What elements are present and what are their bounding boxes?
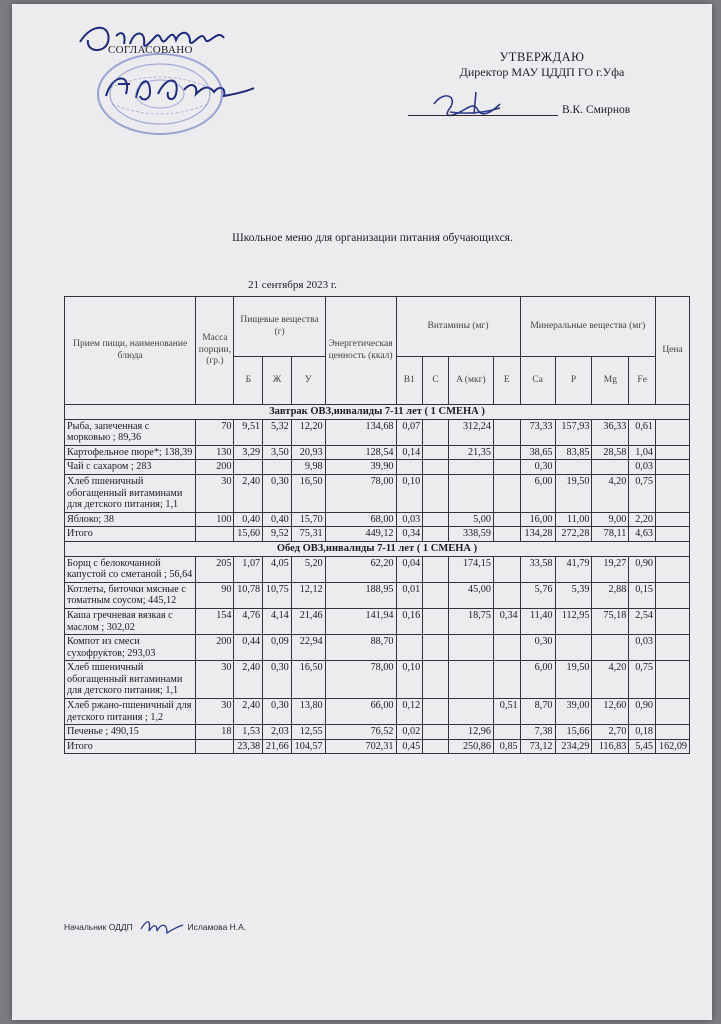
value-cell [656, 635, 690, 661]
value-cell [592, 460, 629, 475]
value-cell [656, 556, 690, 582]
section-title: Завтрак ОВЗ,инвалиды 7-11 лет ( 1 СМЕНА ) [65, 405, 690, 420]
table-row [65, 460, 690, 475]
value-cell: 10,75 [263, 582, 292, 608]
value-cell: 0,14 [396, 445, 423, 460]
value-cell [196, 527, 234, 542]
value-cell [493, 556, 520, 582]
value-cell: 312,24 [448, 419, 493, 445]
value-cell: 75,18 [592, 608, 629, 634]
value-cell: 9,00 [592, 512, 629, 527]
value-cell: 449,12 [325, 527, 396, 542]
footer [64, 922, 246, 932]
value-cell: 0,10 [396, 474, 423, 512]
dish-name-cell: Каша гречневая вязкая с маслом ; 302,02 [65, 608, 196, 634]
dish-name-cell: Чай с сахаром ; 283 [65, 460, 196, 475]
value-cell: 33,58 [520, 556, 555, 582]
value-cell: 0,30 [263, 474, 292, 512]
value-cell [423, 460, 449, 475]
value-cell: 12,20 [291, 419, 325, 445]
value-cell [493, 661, 520, 699]
value-cell: 0,30 [263, 661, 292, 699]
value-cell: 0,30 [520, 460, 555, 475]
dish-name-cell: Котлеты, биточки мясные с томатным соусом; 445,12 [65, 582, 196, 608]
value-cell: 3,29 [234, 445, 263, 460]
section-header-row [65, 541, 690, 556]
value-cell: 88,70 [325, 635, 396, 661]
table-row [65, 527, 690, 542]
value-cell: 30 [196, 699, 234, 725]
value-cell: 5,20 [291, 556, 325, 582]
value-cell: 141,94 [325, 608, 396, 634]
value-cell: 2,40 [234, 699, 263, 725]
value-cell: 130 [196, 445, 234, 460]
value-cell: 12,96 [448, 725, 493, 740]
value-cell: 162,09 [656, 739, 690, 754]
value-cell [493, 474, 520, 512]
value-cell: 62,20 [325, 556, 396, 582]
table-row [65, 445, 690, 460]
value-cell: 116,83 [592, 739, 629, 754]
value-cell: 16,50 [291, 661, 325, 699]
value-cell: 11,40 [520, 608, 555, 634]
value-cell [396, 635, 423, 661]
value-cell: 0,12 [396, 699, 423, 725]
value-cell: 0,34 [396, 527, 423, 542]
col-a: A (мкг) [448, 357, 493, 405]
value-cell: 22,94 [291, 635, 325, 661]
value-cell: 0,30 [263, 699, 292, 725]
value-cell: 11,00 [555, 512, 592, 527]
value-cell: 0,03 [629, 460, 656, 475]
director-name: В.К. Смирнов [562, 104, 631, 116]
table-row [65, 512, 690, 527]
value-cell: 154 [196, 608, 234, 634]
value-cell [423, 661, 449, 699]
col-mass: Масса порции, (гр.) [196, 297, 234, 405]
value-cell: 2,54 [629, 608, 656, 634]
value-cell: 200 [196, 635, 234, 661]
value-cell: 12,55 [291, 725, 325, 740]
table-row [65, 582, 690, 608]
value-cell: 4,14 [263, 608, 292, 634]
approved-label: УТВЕРЖДАЮ [499, 50, 585, 64]
value-cell [423, 608, 449, 634]
section-title: Обед ОВЗ,инвалиды 7-11 лет ( 1 СМЕНА ) [65, 541, 690, 556]
section-header-row [65, 405, 690, 420]
value-cell: 21,35 [448, 445, 493, 460]
value-cell: 272,28 [555, 527, 592, 542]
value-cell: 3,50 [263, 445, 292, 460]
dish-name-cell: Хлеб пшеничный обогащенный витаминами для детского питания; 1,1 [65, 474, 196, 512]
table-row [65, 635, 690, 661]
value-cell: 0,45 [396, 739, 423, 754]
value-cell: 21,66 [263, 739, 292, 754]
value-cell [423, 527, 449, 542]
dish-name-cell: Итого [65, 527, 196, 542]
value-cell [263, 460, 292, 475]
value-cell: 4,20 [592, 661, 629, 699]
value-cell [493, 725, 520, 740]
value-cell [423, 512, 449, 527]
value-cell: 0,18 [629, 725, 656, 740]
value-cell [656, 725, 690, 740]
dish-name-cell: Рыба, запеченная с морковью ; 89,36 [65, 419, 196, 445]
value-cell [555, 635, 592, 661]
value-cell: 18,75 [448, 608, 493, 634]
col-carbs: У [291, 357, 325, 405]
value-cell [448, 460, 493, 475]
table-row [65, 739, 690, 754]
value-cell [656, 699, 690, 725]
value-cell: 9,51 [234, 419, 263, 445]
value-cell: 128,54 [325, 445, 396, 460]
value-cell: 234,29 [555, 739, 592, 754]
col-e: E [493, 357, 520, 405]
table-row [65, 474, 690, 512]
value-cell: 75,31 [291, 527, 325, 542]
value-cell [423, 635, 449, 661]
value-cell: 0,85 [493, 739, 520, 754]
value-cell: 68,00 [325, 512, 396, 527]
value-cell: 5,32 [263, 419, 292, 445]
value-cell: 0,75 [629, 474, 656, 512]
value-cell: 9,52 [263, 527, 292, 542]
col-vitamins: Витамины (мг) [396, 297, 520, 357]
table-row [65, 661, 690, 699]
value-cell [656, 474, 690, 512]
header-row-main [65, 297, 690, 357]
value-cell [448, 699, 493, 725]
value-cell: 41,79 [555, 556, 592, 582]
col-b1: B1 [396, 357, 423, 405]
dish-name-cell: Хлеб ржано-пшеничный для детского питания ; 1,2 [65, 699, 196, 725]
dish-name-cell: Печенье ; 490,15 [65, 725, 196, 740]
table-row [65, 699, 690, 725]
value-cell: 10,78 [234, 582, 263, 608]
value-cell [423, 699, 449, 725]
value-cell: 4,63 [629, 527, 656, 542]
value-cell: 0,75 [629, 661, 656, 699]
value-cell: 78,00 [325, 661, 396, 699]
value-cell: 1,53 [234, 725, 263, 740]
value-cell: 78,11 [592, 527, 629, 542]
value-cell: 45,00 [448, 582, 493, 608]
value-cell [493, 635, 520, 661]
value-cell [656, 582, 690, 608]
col-fat: Ж [263, 357, 292, 405]
value-cell: 12,60 [592, 699, 629, 725]
value-cell [423, 556, 449, 582]
value-cell: 16,50 [291, 474, 325, 512]
value-cell: 30 [196, 474, 234, 512]
value-cell: 134,28 [520, 527, 555, 542]
col-fe: Fe [629, 357, 656, 405]
value-cell: 0,90 [629, 556, 656, 582]
menu-table-body [65, 405, 690, 754]
value-cell: 205 [196, 556, 234, 582]
value-cell: 2,03 [263, 725, 292, 740]
value-cell: 0,40 [263, 512, 292, 527]
value-cell [196, 739, 234, 754]
value-cell [448, 635, 493, 661]
value-cell: 134,68 [325, 419, 396, 445]
value-cell: 4,76 [234, 608, 263, 634]
value-cell: 5,76 [520, 582, 555, 608]
value-cell: 76,52 [325, 725, 396, 740]
value-cell: 0,04 [396, 556, 423, 582]
table-row [65, 556, 690, 582]
value-cell: 8,70 [520, 699, 555, 725]
value-cell [448, 474, 493, 512]
value-cell: 1,04 [629, 445, 656, 460]
value-cell [493, 582, 520, 608]
col-p: P [555, 357, 592, 405]
col-c: C [423, 357, 449, 405]
value-cell: 2,40 [234, 661, 263, 699]
value-cell: 338,59 [448, 527, 493, 542]
dish-name-cell: Компот из смеси сухофруктов; 293,03 [65, 635, 196, 661]
value-cell: 250,86 [448, 739, 493, 754]
value-cell: 0,15 [629, 582, 656, 608]
value-cell [423, 474, 449, 512]
value-cell: 0,01 [396, 582, 423, 608]
value-cell: 2,88 [592, 582, 629, 608]
value-cell: 9,98 [291, 460, 325, 475]
value-cell: 39,00 [555, 699, 592, 725]
col-nutrients: Пищевые вещества (г) [234, 297, 325, 357]
value-cell: 36,33 [592, 419, 629, 445]
value-cell: 83,85 [555, 445, 592, 460]
value-cell: 15,70 [291, 512, 325, 527]
document-date: 21 сентября 2023 г. [248, 279, 337, 291]
value-cell [423, 739, 449, 754]
value-cell: 100 [196, 512, 234, 527]
value-cell: 5,45 [629, 739, 656, 754]
footer-position: Начальник ОДДП [64, 922, 133, 932]
value-cell [493, 512, 520, 527]
value-cell: 0,07 [396, 419, 423, 445]
value-cell: 0,44 [234, 635, 263, 661]
value-cell [493, 460, 520, 475]
value-cell: 702,31 [325, 739, 396, 754]
value-cell: 66,00 [325, 699, 396, 725]
value-cell: 2,20 [629, 512, 656, 527]
value-cell: 15,60 [234, 527, 263, 542]
col-energy: Энергетическая ценность (ккал) [325, 297, 396, 405]
value-cell: 0,03 [629, 635, 656, 661]
value-cell: 90 [196, 582, 234, 608]
col-ca: Ca [520, 357, 555, 405]
dish-name-cell: Картофельное пюре*; 138,39 [65, 445, 196, 460]
value-cell [656, 460, 690, 475]
value-cell [493, 445, 520, 460]
value-cell: 4,05 [263, 556, 292, 582]
value-cell: 104,57 [291, 739, 325, 754]
value-cell: 0,09 [263, 635, 292, 661]
value-cell: 188,95 [325, 582, 396, 608]
director-signature-line [408, 104, 630, 116]
value-cell: 157,93 [555, 419, 592, 445]
menu-table [64, 296, 690, 754]
value-cell: 5,00 [448, 512, 493, 527]
value-cell: 18 [196, 725, 234, 740]
value-cell [396, 460, 423, 475]
value-cell: 21,46 [291, 608, 325, 634]
value-cell: 20,93 [291, 445, 325, 460]
value-cell: 4,20 [592, 474, 629, 512]
value-cell [656, 661, 690, 699]
value-cell: 200 [196, 460, 234, 475]
col-minerals: Минеральные вещества (мг) [520, 297, 655, 357]
value-cell: 2,70 [592, 725, 629, 740]
dish-name-cell: Итого [65, 739, 196, 754]
agreed-label: СОГЛАСОВАНО [108, 44, 193, 56]
value-cell: 112,95 [555, 608, 592, 634]
value-cell [656, 527, 690, 542]
value-cell [423, 582, 449, 608]
col-meal: Прием пищи, наименование блюда [65, 297, 196, 405]
value-cell: 0,61 [629, 419, 656, 445]
value-cell: 39,90 [325, 460, 396, 475]
dish-name-cell: Яблоко; 38 [65, 512, 196, 527]
table-row [65, 419, 690, 445]
value-cell: 70 [196, 419, 234, 445]
value-cell: 1,07 [234, 556, 263, 582]
value-cell [423, 725, 449, 740]
value-cell: 12,12 [291, 582, 325, 608]
table-row [65, 608, 690, 634]
value-cell: 6,00 [520, 474, 555, 512]
document-title: Школьное меню для организации питания обучающихся. [232, 232, 513, 244]
approve-block [442, 50, 642, 80]
value-cell: 7,38 [520, 725, 555, 740]
value-cell: 16,00 [520, 512, 555, 527]
director-title: Директор МАУ ЦДДП ГО г.Уфа [459, 65, 625, 79]
value-cell [448, 661, 493, 699]
value-cell: 0,02 [396, 725, 423, 740]
value-cell [234, 460, 263, 475]
value-cell: 2,40 [234, 474, 263, 512]
value-cell: 0,90 [629, 699, 656, 725]
value-cell: 73,12 [520, 739, 555, 754]
value-cell [656, 419, 690, 445]
value-cell [423, 445, 449, 460]
value-cell: 15,66 [555, 725, 592, 740]
value-cell: 174,15 [448, 556, 493, 582]
value-cell [555, 460, 592, 475]
value-cell [493, 527, 520, 542]
dish-name-cell: Хлеб пшеничный обогащенный витаминами для детского питания; 1,1 [65, 661, 196, 699]
value-cell [423, 419, 449, 445]
value-cell: 23,38 [234, 739, 263, 754]
value-cell: 30 [196, 661, 234, 699]
value-cell: 19,27 [592, 556, 629, 582]
col-price: Цена [656, 297, 690, 405]
col-mg: Mg [592, 357, 629, 405]
value-cell: 28,58 [592, 445, 629, 460]
value-cell [656, 608, 690, 634]
value-cell: 0,34 [493, 608, 520, 634]
value-cell: 0,16 [396, 608, 423, 634]
value-cell: 0,51 [493, 699, 520, 725]
value-cell: 78,00 [325, 474, 396, 512]
value-cell: 0,30 [520, 635, 555, 661]
col-protein: Б [234, 357, 263, 405]
value-cell: 38,65 [520, 445, 555, 460]
value-cell: 19,50 [555, 474, 592, 512]
value-cell: 6,00 [520, 661, 555, 699]
value-cell [656, 512, 690, 527]
value-cell: 0,03 [396, 512, 423, 527]
table-row [65, 725, 690, 740]
value-cell [656, 445, 690, 460]
dish-name-cell: Борщ с белокочанной капустой со сметаной ; 56,64 [65, 556, 196, 582]
value-cell: 5,39 [555, 582, 592, 608]
value-cell: 19,50 [555, 661, 592, 699]
value-cell: 73,33 [520, 419, 555, 445]
footer-name: Исламова Н.А. [187, 922, 247, 932]
value-cell: 0,10 [396, 661, 423, 699]
value-cell: 0,40 [234, 512, 263, 527]
value-cell: 13,80 [291, 699, 325, 725]
value-cell [493, 419, 520, 445]
value-cell [592, 635, 629, 661]
